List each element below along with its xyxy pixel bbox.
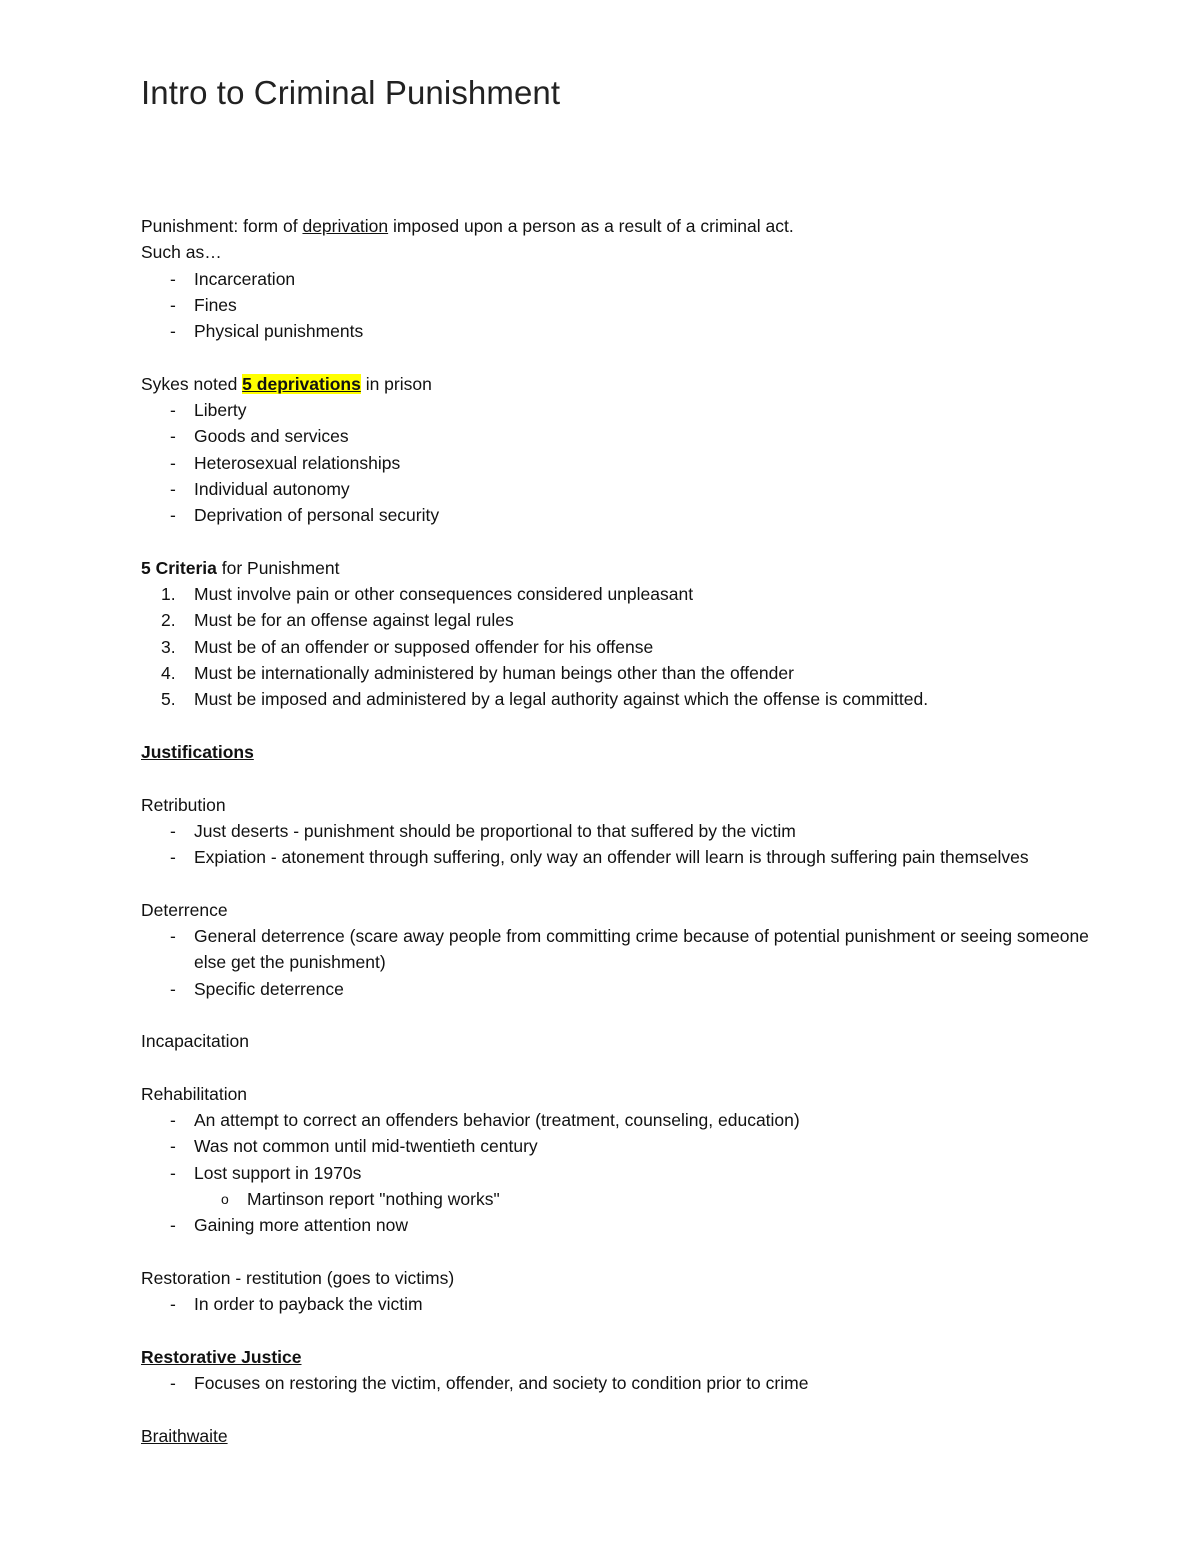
list-item: 4. Must be internationally administered by human beings other than the offender (161, 663, 794, 684)
sykes-deprivations-list (141, 397, 1101, 528)
criteria-heading: 5 Criteria for Punishment (141, 557, 340, 578)
list-item: 2. Must be for an offense against legal rules (161, 610, 514, 631)
deprivation-term: deprivation (302, 216, 389, 236)
restoration-label: Restoration - restitution (goes to victims) (141, 1267, 455, 1288)
list-item: - Focuses on restoring the victim, offender, and society to condition prior to crime (170, 1373, 809, 1394)
sykes-heading: Sykes noted 5 deprivations in prison (141, 373, 432, 394)
list-item: - In order to payback the victim (170, 1294, 423, 1315)
retribution-label: Retribution (141, 794, 226, 815)
restorative-justice-heading: Restorative Justice (141, 1346, 302, 1367)
rehabilitation-sublist (141, 1186, 1101, 1212)
rehabilitation-list (141, 1107, 1101, 1186)
such-as-label: Such as… (141, 242, 222, 263)
list-item: - Gaining more attention now (170, 1215, 409, 1236)
punishment-definition: Punishment: form of deprivation imposed upon a person as a result of a criminal act. (141, 216, 794, 236)
list-item: o Martinson report "nothing works" (221, 1188, 500, 1209)
restorative-justice-list (141, 1370, 1101, 1396)
list-item: - Heterosexual relationships (170, 452, 401, 473)
list-item: - Deprivation of personal security (170, 505, 440, 526)
list-item: 5. Must be imposed and administered by a legal authority against which the offense is committed. (161, 689, 929, 710)
rehabilitation-list-continued (141, 1212, 1101, 1238)
braithwaite-heading: Braithwaite (141, 1425, 228, 1446)
incapacitation-label: Incapacitation (141, 1031, 249, 1052)
criteria-list (141, 581, 1101, 712)
list-item: - Goods and services (170, 426, 349, 447)
list-item: 1. Must involve pain or other consequences considered unpleasant (161, 584, 694, 605)
list-item: - Fines (170, 294, 237, 315)
document-body (141, 213, 1101, 1449)
list-item: - General deterrence (scare away people from committing crime because of potential punishment or seeing someone else get the punishment) (170, 926, 1089, 973)
restoration-list (141, 1291, 1101, 1317)
list-item: - Physical punishments (170, 321, 364, 342)
punishment-examples-list (141, 266, 1101, 345)
list-item: 3. Must be of an offender or supposed offender for his offense (161, 636, 654, 657)
list-item: - Individual autonomy (170, 478, 350, 499)
list-item: - Incarceration (170, 268, 296, 289)
list-item: - An attempt to correct an offenders behavior (treatment, counseling, education) (170, 1110, 800, 1131)
list-item: - Expiation - atonement through suffering, only way an offender will learn is through suffering pain themselves (170, 847, 1029, 868)
list-item: - Was not common until mid-twentieth century (170, 1136, 538, 1157)
list-item: - Just deserts - punishment should be proportional to that suffered by the victim (170, 820, 796, 841)
list-item: - Specific deterrence (170, 978, 344, 999)
justifications-heading: Justifications (141, 741, 254, 762)
list-item: - Lost support in 1970s (170, 1162, 362, 1183)
list-item: - Liberty (170, 400, 247, 421)
rehabilitation-label: Rehabilitation (141, 1083, 248, 1104)
deterrence-list (141, 923, 1101, 1002)
highlighted-text: 5 deprivations (242, 373, 361, 394)
deterrence-label: Deterrence (141, 899, 228, 920)
retribution-list (141, 818, 1101, 871)
document-title: Intro to Criminal Punishment (141, 74, 561, 111)
